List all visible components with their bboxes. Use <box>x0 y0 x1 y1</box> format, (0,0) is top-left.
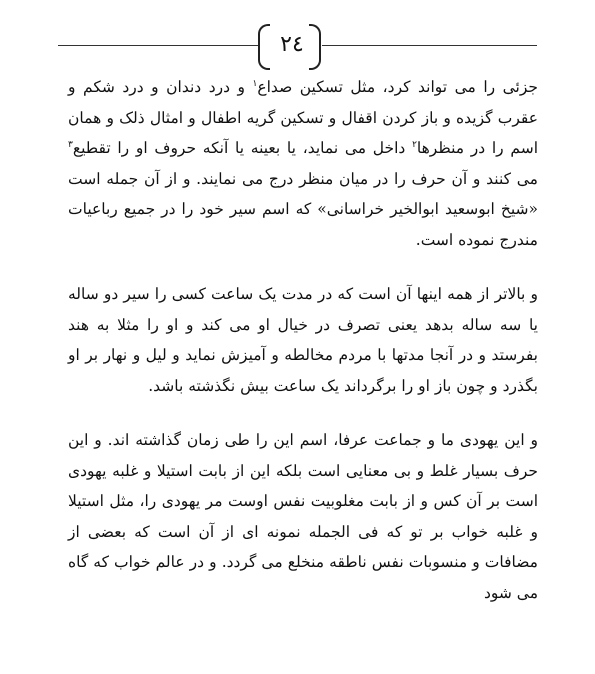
paragraph <box>68 72 538 255</box>
footnote-marker: ٣ <box>68 139 73 150</box>
paragraph-gap <box>68 255 538 279</box>
page-header <box>0 22 595 72</box>
paragraph-text: جزئی را می تواند کرد، مثل تسکین صداع <box>257 78 538 96</box>
page-body <box>68 72 538 608</box>
footnote-marker: ٢ <box>412 139 417 150</box>
header-rule-right <box>322 45 537 46</box>
footnote-marker: ١ <box>252 78 258 89</box>
paragraph <box>68 425 538 608</box>
paragraph-text: و این یهودی ما و جماعت عرفا، اسم این را طی زمان گذاشته اند. و این حرف بسیار غلط و بی معنایی است بلکه این از بابت استیلا و غلبه یهودی است بر آن کس و از بابت مغلوبیت نفس اوست مر یهودی را، مثل استیلا و غلبه خواب بر تو که فی الجمله نمونه ای از آن است که بعضی از مضافات و منسوبات نفس ناطقه منخلع می گردد. و در عالم خواب که گاه می شود <box>68 431 538 602</box>
paragraph-text: می کنند و آن حرف را در میان منظر درج می نمایند. و از آن جمله است «شیخ ابوسعید ابوالخیر خراسانی» که اسم سیر خود را در جمیع رباعیات مندرج نموده است. <box>68 169 538 249</box>
paragraph-text: داخل می نماید، یا بعینه یا آنکه حروف او را تقطیع <box>72 139 413 157</box>
paragraph <box>68 279 538 401</box>
page-number: ٢٤ <box>280 32 304 57</box>
paragraph-text: و درد دندان و درد شکم و عقرب گزیده و باز کردن اقفال و تسکین گریه اطفال و امثال ذلک و همان اسم را در منظرها <box>68 78 538 157</box>
paragraph-gap <box>68 401 538 425</box>
header-rule-left <box>58 45 258 46</box>
paragraph-text: و بالاتر از همه اینها آن است که در مدت یک ساعت کسی را سیر دو ساله یا سه ساله بدهد یعنی تصرف در خیال او می کند و او را مثلا به هند بفرستد و در آنجا مدتها با مردم مخالطه و آمیزش نماید و لیل و نهار بر او بگذرد و چون باز او را برگرداند یک ساعت بیش نگذشته باشد. <box>68 285 538 395</box>
